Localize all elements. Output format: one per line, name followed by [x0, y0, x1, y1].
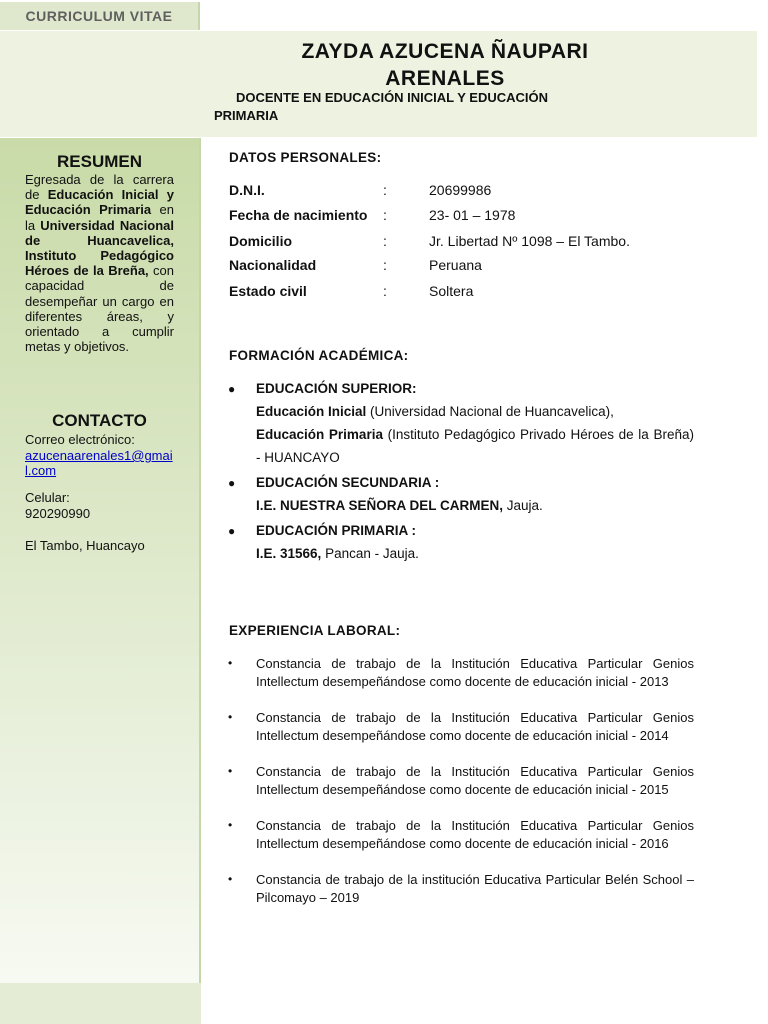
- row-label: Estado civil: [229, 283, 307, 299]
- secundaria-bold: I.E. NUESTRA SEÑORA DEL CARMEN,: [256, 498, 504, 513]
- resumen-part-bold: Universidad Nacional de Huancavelica, Instituto Pedagógico Héroes de la Breña,: [25, 217, 174, 279]
- bullet-icon: ●: [228, 524, 236, 538]
- personal-row: [229, 283, 709, 303]
- row-value: Jr. Libertad Nº 1098 – El Tambo.: [429, 233, 630, 249]
- education-title: FORMACIÓN ACADÉMICA:: [229, 348, 409, 363]
- row-colon: :: [383, 233, 387, 249]
- profession-line-2: PRIMARIA: [214, 108, 279, 123]
- primaria-line: [256, 423, 694, 469]
- name-line-2: ARENALES: [385, 67, 505, 90]
- personal-row: [229, 207, 709, 227]
- secundaria-heading: EDUCACIÓN SECUNDARIA :: [256, 475, 440, 490]
- resumen-part-bold: Educación Inicial y Educación Primaria: [25, 187, 174, 218]
- personal-row: [229, 257, 709, 277]
- resumen-part: en la: [25, 202, 174, 233]
- experience-title: EXPERIENCIA LABORAL:: [229, 623, 401, 638]
- education-superior: [256, 377, 694, 469]
- inicial-bold: Educación Inicial: [256, 404, 367, 419]
- bullet-icon: •: [228, 818, 233, 832]
- superior-heading: EDUCACIÓN SUPERIOR:: [256, 381, 417, 396]
- row-colon: :: [383, 257, 387, 273]
- bullet-icon: •: [228, 710, 233, 724]
- row-value: Peruana: [429, 257, 482, 273]
- phone-label: Celular:: [25, 490, 70, 505]
- experience-item: Constancia de trabajo de la Institución Educativa Particular Genios Intellectum desempeñándose como docente de educación inicial - 2014: [256, 710, 694, 743]
- location: El Tambo, Huancayo: [25, 538, 145, 553]
- personal-row: [229, 182, 709, 202]
- row-colon: :: [383, 207, 387, 223]
- resumen-title: RESUMEN: [56, 152, 142, 171]
- primaria-school-text: Pancan - Jauja.: [321, 546, 419, 561]
- primaria-bold: Educación Primaria: [256, 427, 383, 442]
- row-colon: :: [383, 182, 387, 198]
- curriculum-vitae-tab: [0, 2, 200, 30]
- full-name: [200, 38, 690, 92]
- resumen-text: [25, 172, 174, 354]
- primaria-school-line: [256, 542, 694, 565]
- row-label: Domicilio: [229, 233, 293, 249]
- row-colon: :: [383, 283, 387, 299]
- row-label: D.N.I.: [229, 182, 265, 198]
- personal-data-title: DATOS PERSONALES:: [229, 150, 382, 165]
- secundaria-text: Jauja.: [503, 498, 543, 513]
- education-secundaria: [256, 471, 694, 517]
- email-link[interactable]: azucenaarenales1@gmail.com: [25, 448, 173, 478]
- inicial-text: (Universidad Nacional de Huancavelica),: [366, 404, 614, 419]
- experience-item: Constancia de trabajo de la Institución Educativa Particular Genios Intellectum desempeñándose como docente de educación inicial - 2016: [256, 818, 694, 851]
- row-value: 23- 01 – 1978: [429, 207, 516, 223]
- experience-item: Constancia de trabajo de la Institución Educativa Particular Genios Intellectum desempeñándose como docente de educación inicial - 2013: [256, 656, 694, 689]
- secundaria-line: [256, 494, 694, 517]
- resumen-part: Egresada de la carrera de: [25, 172, 174, 203]
- bullet-icon: ●: [228, 476, 236, 490]
- profession-title: [214, 89, 614, 125]
- primaria-school-bold: I.E. 31566,: [256, 546, 322, 561]
- name-line-1: ZAYDA AZUCENA ÑAUPARI: [301, 40, 589, 63]
- bullet-icon: •: [228, 764, 233, 778]
- row-label: Nacionalidad: [229, 257, 317, 273]
- profession-line-1: DOCENTE EN EDUCACIÓN INICIAL Y EDUCACIÓN: [236, 90, 549, 105]
- row-value: Soltera: [429, 283, 474, 299]
- resumen-part: con capacidad de desempeñar un cargo en diferentes áreas, y orientado a cumplir metas y objetivos.: [25, 263, 175, 355]
- row-label: Fecha de nacimiento: [229, 207, 368, 223]
- email-label: Correo electrónico:: [25, 432, 135, 447]
- bullet-icon: •: [228, 872, 233, 886]
- bullet-icon: •: [228, 656, 233, 670]
- personal-row: [229, 233, 709, 253]
- contacto-title: CONTACTO: [52, 411, 147, 430]
- experience-item: Constancia de trabajo de la institución Educativa Particular Belén School –Pilcomayo – 2019: [256, 872, 694, 905]
- primaria-text: (Instituto Pedagógico Privado Héroes de la Breña) - HUANCAYO: [256, 427, 694, 465]
- bullet-icon: ●: [228, 382, 236, 396]
- sidebar-footer: [0, 983, 201, 1024]
- experience-item: Constancia de trabajo de la Institución Educativa Particular Genios Intellectum desempeñándose como docente de educación inicial - 2015: [256, 764, 694, 797]
- tab-label-text: CURRICULUM VITAE: [25, 8, 173, 24]
- education-primaria: [256, 519, 694, 565]
- inicial-line: [256, 400, 694, 423]
- phone-number: 920290990: [25, 506, 91, 521]
- primaria-heading: EDUCACIÓN PRIMARIA :: [256, 523, 416, 538]
- row-value: 20699986: [429, 182, 492, 198]
